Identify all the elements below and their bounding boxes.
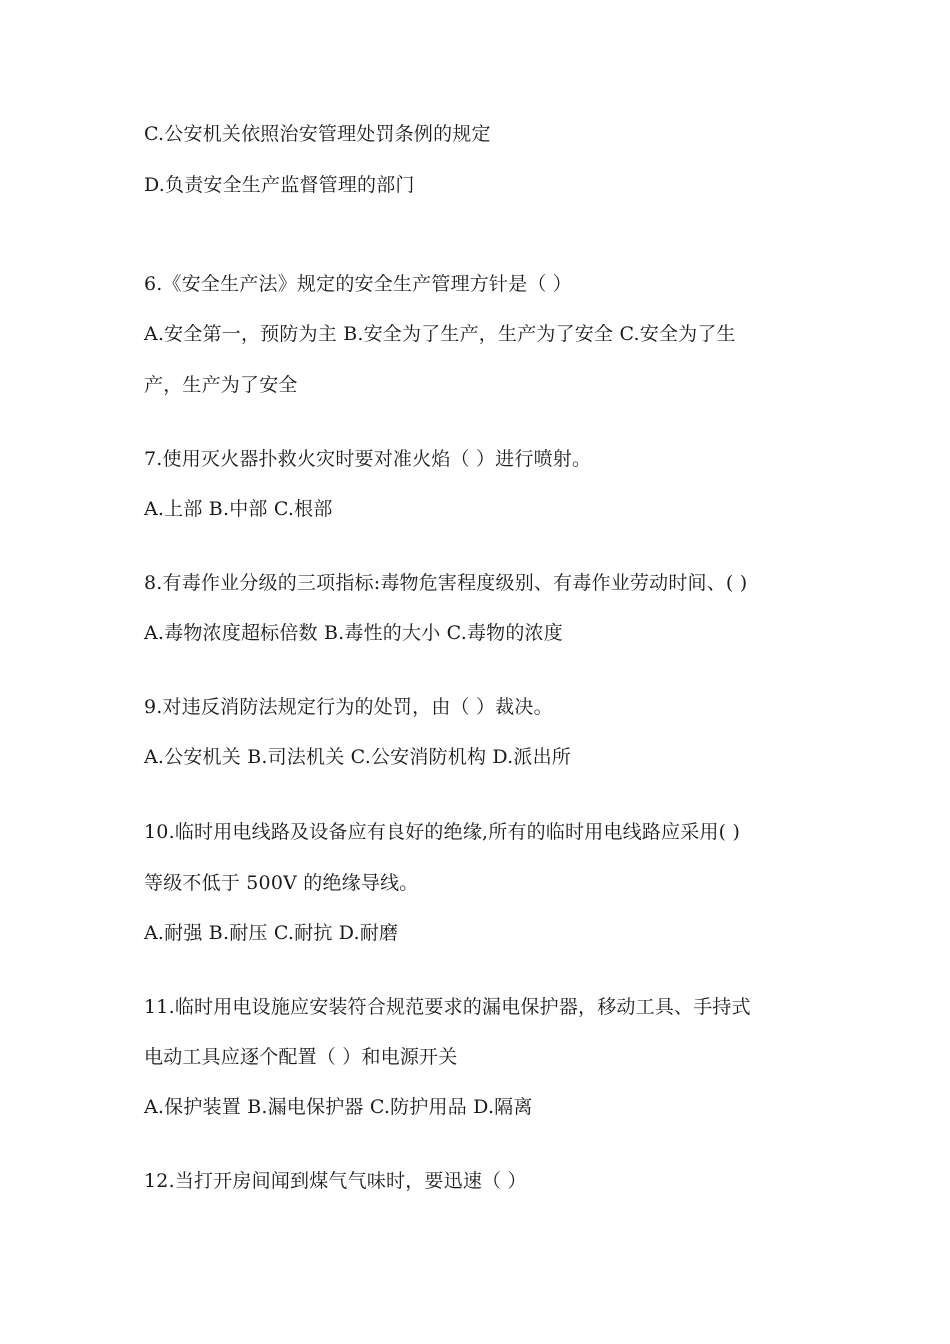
question-9: 9.对违反消防法规定行为的处罚，由（ ）裁决。 [144, 696, 553, 718]
question-6: 6.《安全生产法》规定的安全生产管理方针是（ ） [144, 273, 572, 295]
options-q6-line2: 产，生产为了安全 [144, 374, 298, 396]
options-q8: A.毒物浓度超标倍数 B.毒性的大小 C.毒物的浓度 [144, 622, 563, 644]
question-12: 12.当打开房间闻到煤气气味时，要迅速（ ） [144, 1170, 527, 1192]
question-10-line2: 等级不低于 500V 的绝缘导线。 [144, 872, 419, 894]
question-11-line2: 电动工具应逐个配置（ ）和电源开关 [144, 1046, 458, 1068]
question-7: 7.使用灭火器扑救火灾时要对准火焰（ ）进行喷射。 [144, 448, 592, 470]
options-q6-line1: A.安全第一，预防为主 B.安全为了生产，生产为了安全 C.安全为了生 [144, 323, 736, 345]
option-d-q5: D.负责安全生产监督管理的部门 [144, 174, 415, 196]
option-c-q5: C.公安机关依照治安管理处罚条例的规定 [144, 123, 491, 145]
question-11-line1: 11.临时用电设施应安装符合规范要求的漏电保护器，移动工具、手持式 [144, 996, 751, 1018]
question-8: 8.有毒作业分级的三项指标:毒物危害程度级别、有毒作业劳动时间、( ) [144, 572, 748, 594]
question-10-line1: 10.临时用电线路及设备应有良好的绝缘,所有的临时用电线路应采用( ) [144, 821, 741, 843]
options-q9: A.公安机关 B.司法机关 C.公安消防机构 D.派出所 [144, 746, 571, 768]
options-q7: A.上部 B.中部 C.根部 [144, 498, 333, 520]
options-q10: A.耐强 B.耐压 C.耐抗 D.耐磨 [144, 922, 399, 944]
options-q11: A.保护装置 B.漏电保护器 C.防护用品 D.隔离 [144, 1096, 533, 1118]
